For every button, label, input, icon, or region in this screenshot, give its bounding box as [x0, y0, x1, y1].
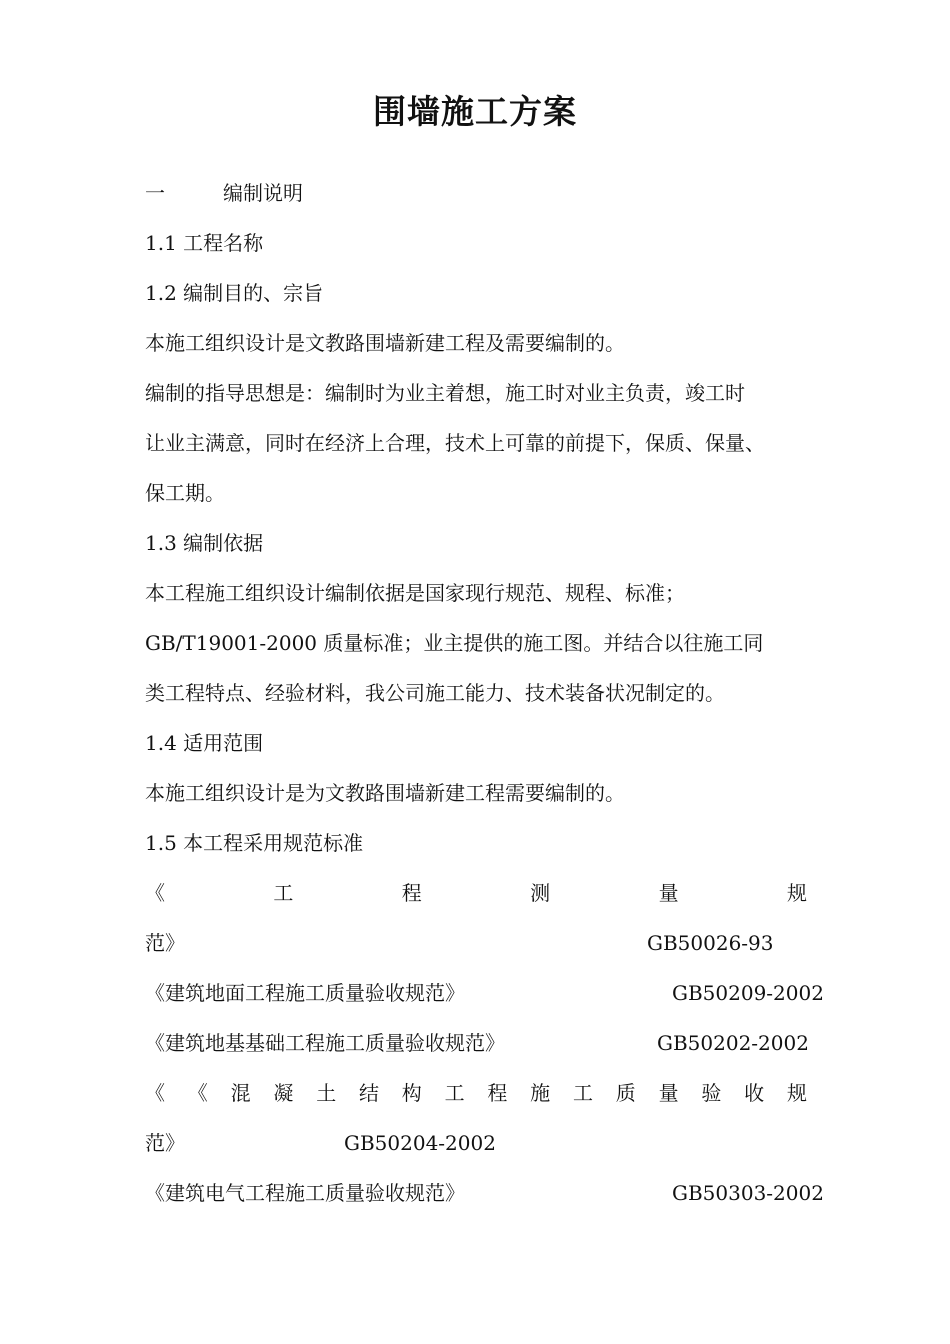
- subheading-1-5: 1.5 本工程采用规范标准: [145, 831, 364, 855]
- paragraph-guideline-line3: 保工期。: [145, 481, 225, 505]
- standard-2: [145, 979, 824, 1007]
- subheading-1-2: 1.2 编制目的、宗旨: [145, 281, 324, 305]
- standard-char: 凝: [273, 1081, 294, 1105]
- standard-code: GB50209-2002: [672, 981, 824, 1005]
- standard-char: 程: [487, 1081, 508, 1105]
- standard-char: 混: [230, 1081, 251, 1105]
- paragraph-basis-line2: GB/T19001-2000 质量标准；业主提供的施工图。并结合以往施工同: [145, 631, 764, 655]
- standard-char: 工: [273, 881, 294, 905]
- standard-4-title-line: [145, 1079, 807, 1107]
- section-number: 一: [145, 181, 165, 205]
- standard-3: [145, 1029, 807, 1057]
- paragraph-basis-line1: 本工程施工组织设计编制依据是国家现行规范、规程、标准；: [145, 581, 685, 605]
- standard-code: GB50303-2002: [672, 1181, 824, 1205]
- standard-char: 收: [744, 1081, 765, 1105]
- standard-4-tail-line: [145, 1129, 807, 1157]
- standard-char: 工: [444, 1081, 465, 1105]
- standard-char: 《: [145, 1081, 165, 1105]
- standard-char: 《: [145, 881, 165, 905]
- standard-char: 规: [786, 1081, 807, 1105]
- document-title: 围墙施工方案: [373, 92, 577, 131]
- standard-title: 《建筑地基基础工程施工质量验收规范》: [145, 1031, 505, 1055]
- section-heading-1: [145, 179, 807, 207]
- standard-title: 《建筑电气工程施工质量验收规范》: [145, 1181, 465, 1205]
- standard-char: 施: [530, 1081, 551, 1105]
- paragraph-guideline-line2: 让业主满意，同时在经济上合理，技术上可靠的前提下，保质、保量、: [145, 431, 765, 455]
- standard-code: GB50204-2002: [344, 1131, 496, 1155]
- subheading-1-4: 1.4 适用范围: [145, 731, 264, 755]
- standard-code: GB50026-93: [647, 931, 774, 955]
- section-title: 编制说明: [223, 181, 303, 205]
- standard-1-title-line: [145, 879, 807, 907]
- subheading-1-1: 1.1 工程名称: [145, 231, 264, 255]
- standard-code: GB50202-2002: [657, 1031, 809, 1055]
- paragraph-basis-line3: 类工程特点、经验材料，我公司施工能力、技术装备状况制定的。: [145, 681, 725, 705]
- standard-char: 量: [658, 1081, 679, 1105]
- standard-char: 结: [358, 1081, 379, 1105]
- paragraph-purpose: 本施工组织设计是文教路围墙新建工程及需要编制的。: [145, 331, 625, 355]
- standard-char: 土: [316, 1081, 337, 1105]
- paragraph-scope: 本施工组织设计是为文教路围墙新建工程需要编制的。: [145, 781, 625, 805]
- standard-char: 验: [701, 1081, 722, 1105]
- standard-title: 《建筑地面工程施工质量验收规范》: [145, 981, 465, 1005]
- standard-char: 测: [530, 881, 551, 905]
- standard-title-tail: 范》: [145, 931, 185, 955]
- standard-title-tail: 范》: [145, 1131, 185, 1155]
- standard-char: 规: [786, 881, 807, 905]
- standard-char: 《: [187, 1081, 208, 1105]
- standard-char: 量: [658, 881, 679, 905]
- standard-char: 程: [401, 881, 422, 905]
- subheading-1-3: 1.3 编制依据: [145, 531, 264, 555]
- standard-char: 质: [615, 1081, 636, 1105]
- standard-5: [145, 1179, 824, 1207]
- standard-char: 工: [572, 1081, 593, 1105]
- standard-char: 构: [401, 1081, 422, 1105]
- standard-1-tail-line: [145, 929, 807, 957]
- paragraph-guideline-line1: 编制的指导思想是：编制时为业主着想，施工时对业主负责，竣工时: [145, 381, 745, 405]
